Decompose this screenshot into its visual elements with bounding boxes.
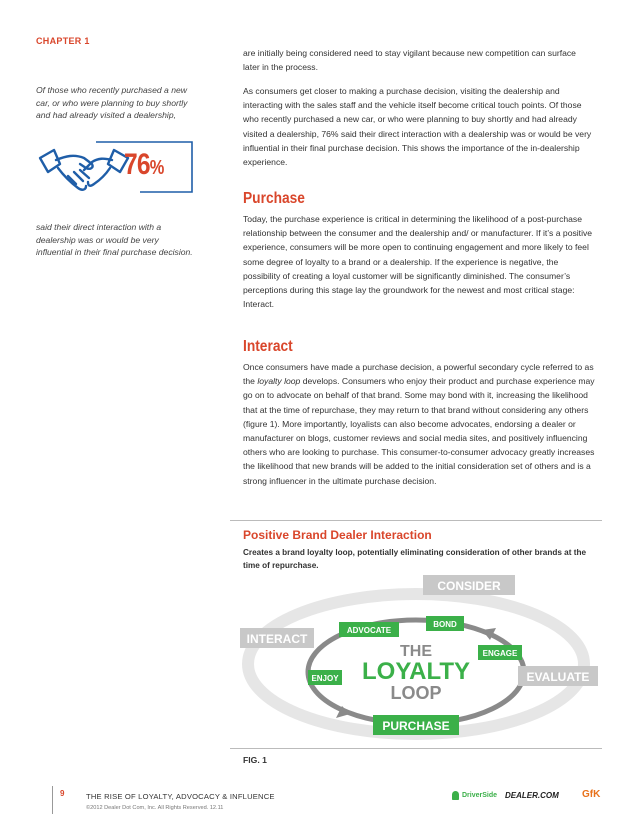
consider-label: CONSIDER [437, 579, 501, 593]
chapter-label: CHAPTER 1 [36, 36, 90, 46]
center-loyalty: LOYALTY [361, 658, 471, 685]
driverside-logo: DriverSide [452, 791, 497, 800]
driverside-icon [452, 791, 459, 800]
sidebar-outro: said their direct interaction with a dealership was or would be very influential in their final purchase decision. [36, 222, 193, 258]
dealer-com-logo: DEALER.COM [505, 791, 559, 800]
loyalty-loop-svg [230, 572, 602, 744]
heading-purchase: Purchase [243, 190, 305, 207]
sidebar-intro: Of those who recently purchased a new car, or who were planning to buy shortly and had already visited a dealership, [36, 85, 188, 121]
handshake-icon [36, 138, 196, 202]
enjoy-label: ENJOY [311, 674, 339, 683]
figure-bottom-divider [230, 748, 602, 749]
paragraph-interact: Once consumers have made a purchase decision, a powerful secondary cycle referred to as the loyalty loop develops. Consumers who enjoy their product and purchase experience may go on to advocate on behalf of that brand. Some may bond with it, increasing the likelihood that at the time of repurchase, they may return to that brand without considering any others (figure 1). More importantly, loyalists can also become advocates, endorsing a dealer or manufacturer on blogs, customer reviews and social media sites, and positively influencing others who are looking to purchase. This consumer-to-consumer advocacy greatly increases the likelihood that new brands will be added to the initial consideration set of others and is a strong influencer in the ultimate purchase decision. [243, 362, 595, 486]
paragraph-purchase: Today, the purchase experience is critical in determining the likelihood of a post-purchase relationship between the consumer and the dealership and/ or manufacturer. If it’s a positive experience, consumers will be more open to continuing engagement and more likely to feel some degree of loyalty to a brand or a dealership. If the experience is negative, the possibility of creating a loyal customer will be significantly diminished. The consumer’s perceptions during this stage lay the groundwork for the newest and most critical stage: Interact. [243, 214, 593, 310]
handshake-stat-graphic [36, 138, 196, 202]
paragraph-dealership: As consumers get closer to making a purchase decision, visiting the dealership and interacting with the sales staff and the vehicle itself become critical touch points. Of those who recently purchased a new car, or who were planning to buy shortly and had already visited a dealership, 76% said their direct interaction with a dealership was or would be very influential in their final purchase decision. This shows the importance of the in-dealership experience. [243, 86, 592, 168]
footer-copyright: ©2012 Dealer Dot Com, Inc. All Rights Reserved. 12.11 [86, 805, 224, 811]
evaluate-label: EVALUATE [526, 670, 590, 684]
footer-title: THE RISE OF LOYALTY, ADVOCACY & INFLUENCE [86, 792, 275, 801]
figure-top-divider [230, 520, 602, 521]
footer-rule [52, 786, 53, 814]
page-number: 9 [60, 789, 65, 798]
figure-label: FIG. 1 [243, 755, 267, 765]
paragraph-intro: are initially being considered need to stay vigilant because new competition can surface later in the process. [243, 48, 576, 73]
stat-value: 76% [124, 148, 164, 181]
gfk-logo: GfK [582, 789, 601, 800]
figure-subtitle: Creates a brand loyalty loop, potentially eliminating consideration of other brands at the time of repurchase. [243, 548, 587, 570]
advocate-label: ADVOCATE [346, 626, 392, 635]
figure-title: Positive Brand Dealer Interaction [243, 528, 432, 542]
interact-label: INTERACT [246, 632, 308, 646]
purchase-label: PURCHASE [382, 719, 450, 733]
heading-interact: Interact [243, 338, 293, 355]
engage-label: ENGAGE [482, 649, 518, 658]
center-loop: LOOP [390, 683, 442, 703]
center-the: THE [400, 643, 432, 660]
bond-label: BOND [433, 620, 457, 629]
loyalty-loop-diagram [230, 572, 602, 744]
